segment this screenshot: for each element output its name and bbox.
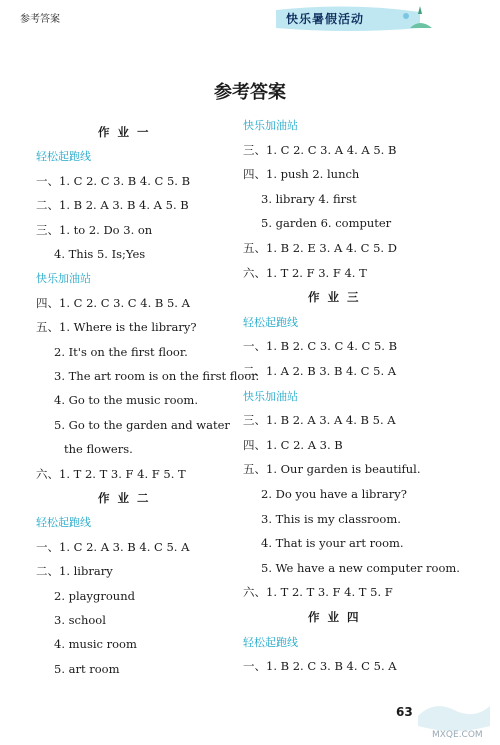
assignment-heading: 作 业 四 bbox=[308, 610, 361, 624]
answer-line: 二、1. library bbox=[36, 564, 113, 579]
answer-line: 4. That is your art room. bbox=[261, 536, 404, 551]
answer-line: 三、1. C 2. C 3. A 4. A 5. B bbox=[243, 142, 397, 157]
page-title: 参考答案 bbox=[214, 82, 286, 103]
answer-line: 五、1. Our garden is beautiful. bbox=[243, 462, 421, 477]
answer-line: 3. library 4. first bbox=[261, 191, 357, 206]
section-heading: 轻松起跑线 bbox=[36, 516, 91, 530]
answer-line: 5. art room bbox=[54, 661, 120, 676]
answer-line: 5. Go to the garden and water bbox=[54, 417, 230, 432]
header-banner bbox=[270, 4, 432, 32]
answer-line: 五、1. B 2. E 3. A 4. C 5. D bbox=[243, 241, 397, 255]
answer-line: 四、1. C 2. A 3. B bbox=[243, 437, 343, 452]
answer-line: 2. Do you have a library? bbox=[261, 487, 407, 501]
answer-line: 3. school bbox=[54, 613, 106, 627]
assignment-heading: 作 业 三 bbox=[308, 290, 361, 305]
answer-line: 五、1. Where is the library? bbox=[36, 320, 197, 335]
section-heading: 轻松起跑线 bbox=[243, 315, 298, 329]
answer-line: 3. This is my classroom. bbox=[261, 511, 401, 526]
page-number: 63 bbox=[396, 705, 413, 719]
section-heading: 快乐加油站 bbox=[243, 389, 298, 403]
answer-line: 三、1. to 2. Do 3. on bbox=[36, 222, 153, 237]
answer-line: 5. garden 6. computer bbox=[261, 216, 392, 231]
answer-line: the flowers. bbox=[64, 442, 133, 457]
running-header: 参考答案 bbox=[20, 14, 60, 25]
answer-line: 2. playground bbox=[54, 588, 135, 603]
section-heading: 轻松起跑线 bbox=[36, 150, 91, 164]
answer-line: 4. This 5. Is;Yes bbox=[54, 247, 146, 261]
section-heading: 轻松起跑线 bbox=[243, 635, 298, 649]
answer-line: 二、1. B 2. A 3. B 4. A 5. B bbox=[36, 198, 189, 213]
answer-line: 四、1. push 2. lunch bbox=[243, 167, 360, 182]
assignment-heading: 作 业 二 bbox=[98, 491, 151, 505]
answer-line: 4. music room bbox=[54, 637, 137, 652]
answer-line: 六、1. T 2. F 3. F 4. T bbox=[243, 265, 367, 280]
watermark-text: MXQE.COM bbox=[432, 730, 483, 740]
answer-line: 5. We have a new computer room. bbox=[261, 560, 460, 575]
answer-line: 六、1. T 2. T 3. F 4. F 5. T bbox=[36, 466, 186, 481]
answer-line: 4. Go to the music room. bbox=[54, 393, 198, 408]
answer-line: 2. It's on the first floor. bbox=[54, 344, 188, 359]
answer-line: 一、1. B 2. C 3. B 4. C 5. A bbox=[243, 659, 397, 674]
answer-line: 一、1. C 2. A 3. B 4. C 5. A bbox=[36, 539, 190, 554]
answer-line: 二、1. A 2. B 3. B 4. C 5. A bbox=[243, 364, 397, 378]
answer-line: 一、1. C 2. C 3. B 4. C 5. B bbox=[36, 173, 191, 188]
section-heading: 快乐加油站 bbox=[36, 272, 91, 286]
answer-line: 四、1. C 2. C 3. C 4. B 5. A bbox=[36, 295, 190, 310]
assignment-heading: 作 业 一 bbox=[98, 125, 151, 139]
header-banner-title: 快乐暑假活动 bbox=[286, 12, 365, 26]
answer-line: 3. The art room is on the first floor. bbox=[54, 369, 260, 383]
answer-line: 一、1. B 2. C 3. C 4. C 5. B bbox=[243, 339, 398, 354]
answer-line: 六、1. T 2. T 3. F 4. T 5. F bbox=[243, 585, 393, 600]
section-heading: 快乐加油站 bbox=[243, 119, 298, 132]
answer-line: 三、1. B 2. A 3. A 4. B 5. A bbox=[243, 413, 396, 428]
